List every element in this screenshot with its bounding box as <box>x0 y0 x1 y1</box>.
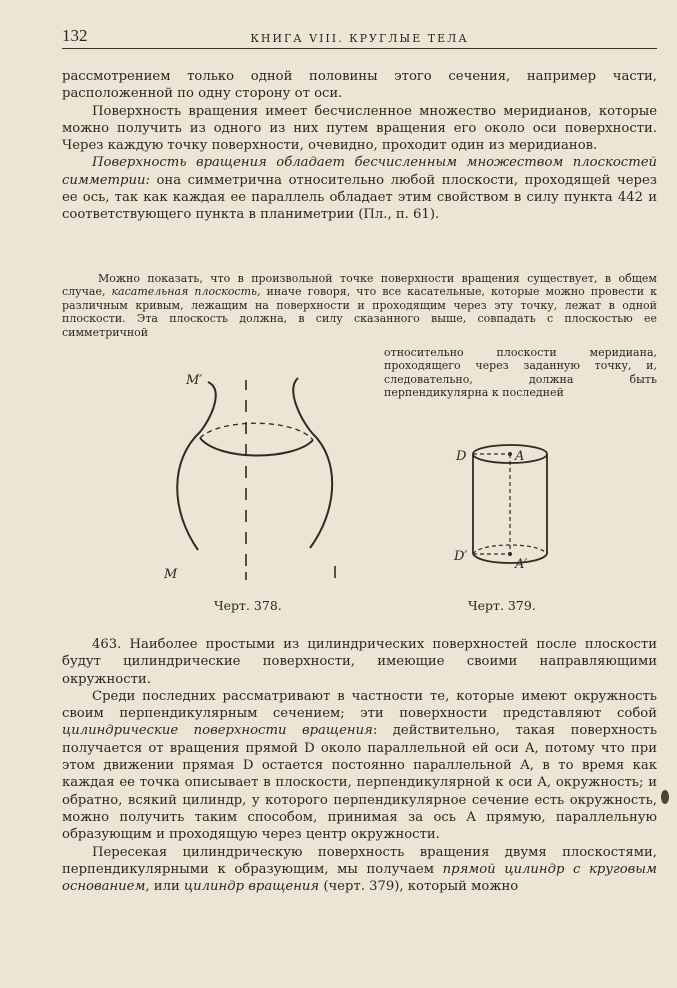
small-print-note-continued: относительно плоскости меридиана, проходящего через заданную точку, и, следовательно, должна быть перпендикулярна к последней <box>384 346 657 400</box>
sec463-italic-3b: цилиндр вращения <box>183 879 320 895</box>
sec463-text-1: Наиболее простыми из цилиндрических поверхностей после плоскости будут цилиндрические поверхности, имеющие своими направляющими окружности. <box>62 637 657 687</box>
page-number: 132 <box>62 26 88 45</box>
ink-mark <box>661 790 669 804</box>
right-meridian-curve <box>293 378 332 548</box>
sec463-text-2a: Среди последних рассматривают в частности те, которые имеют окружность своим перпендикулярным сечением; эти поверхности представляют собой <box>62 688 657 722</box>
page-header <box>62 26 657 49</box>
sec463-text-3b: или <box>149 879 184 895</box>
label-a-prime: A′ <box>515 557 528 572</box>
parallel-back <box>200 423 313 440</box>
running-title: КНИГА VIII. КРУГЛЫЕ ТЕЛА <box>250 32 469 45</box>
section-number: 463. <box>92 637 122 652</box>
paragraph-symmetry <box>62 154 657 223</box>
label-m: M <box>164 567 178 582</box>
figure-379-cylinder <box>440 430 570 590</box>
sec463-paragraph-3 <box>62 844 657 896</box>
caption-378: Черт. 378. <box>214 598 282 613</box>
sec463-paragraph-1 <box>62 636 657 688</box>
sec463-text-2b: : действительно, такая поверхность получается от вращения прямой D около параллельной ей оси A, потому что при этом движении прямая D остается постоянно параллельной A, в то время как каждая ее точка описывает в плоскости, перпендикулярной к оси A, окружность; и обратно, всякий цилиндр, у которого перпендикулярное сечение есть окружность, можно получить таким способом, принимая за ось A прямую, параллельную образующим и проходящую через центр окружности. <box>62 723 657 843</box>
sec463-italic-2: цилиндрические поверхности вращения <box>62 723 373 739</box>
sec463-text-3c: (черт. 379), который можно <box>319 879 519 895</box>
top-text-block <box>62 68 657 224</box>
label-d-prime: D′ <box>454 549 468 564</box>
left-meridian-curve <box>177 382 215 550</box>
sec463-paragraph-2 <box>62 688 657 844</box>
label-d: D <box>456 449 467 464</box>
sec463-text-3a: Пересекая цилиндрическую поверхность вращения двумя плоскостями, перпендикулярными к образующим, мы получаем <box>62 844 657 877</box>
label-m-prime: M′ <box>186 373 203 388</box>
symmetry-rest: она симметрична относительно любой плоскости, проходящей через ее ось, так как каждая ее параллель обладает этим свойством в силу пункта 442 и соответствующего пункта в планиметрии (Пл., п. 61). <box>62 172 657 223</box>
note-text-2: иначе говоря, что все касательные, которые можно провести к различным кривым, лежащим на поверхности и проходящим через эту точку, лежат в одной плоскости. Эта плоскость должна, в силу сказанного выше, совпадать с плоскостью ее симметричной <box>62 285 657 339</box>
paragraph-meridians: Поверхность вращения имеет бесчисленное множество меридианов, которые можно получить из одного из них путем вращения его около оси поверхности. Через каждую точку поверхности, очевидно, проходит один из меридианов. <box>62 103 657 154</box>
symmetry-italic: Поверхность вращения обладает бесчисленным множеством плоскостей симметрии: <box>62 155 657 188</box>
sec463-italic-3a: прямой цилиндр с круговым основанием, <box>62 861 657 895</box>
section-463 <box>62 636 657 895</box>
note-text-1: Можно показать, что в произвольной точке поверхности вращения существует, в общем случае, <box>62 272 657 299</box>
small-print-note <box>62 272 657 339</box>
label-a: A <box>515 449 525 464</box>
note-italic: касательная плоскость, <box>111 285 261 299</box>
figure-378-surface-of-revolution <box>150 360 360 590</box>
parallel-front <box>200 438 313 456</box>
caption-379: Черт. 379. <box>468 598 536 613</box>
paragraph-continuation: рассмотрением только одной половины этого сечения, например части, расположенной по одну сторону от оси. <box>62 69 657 102</box>
